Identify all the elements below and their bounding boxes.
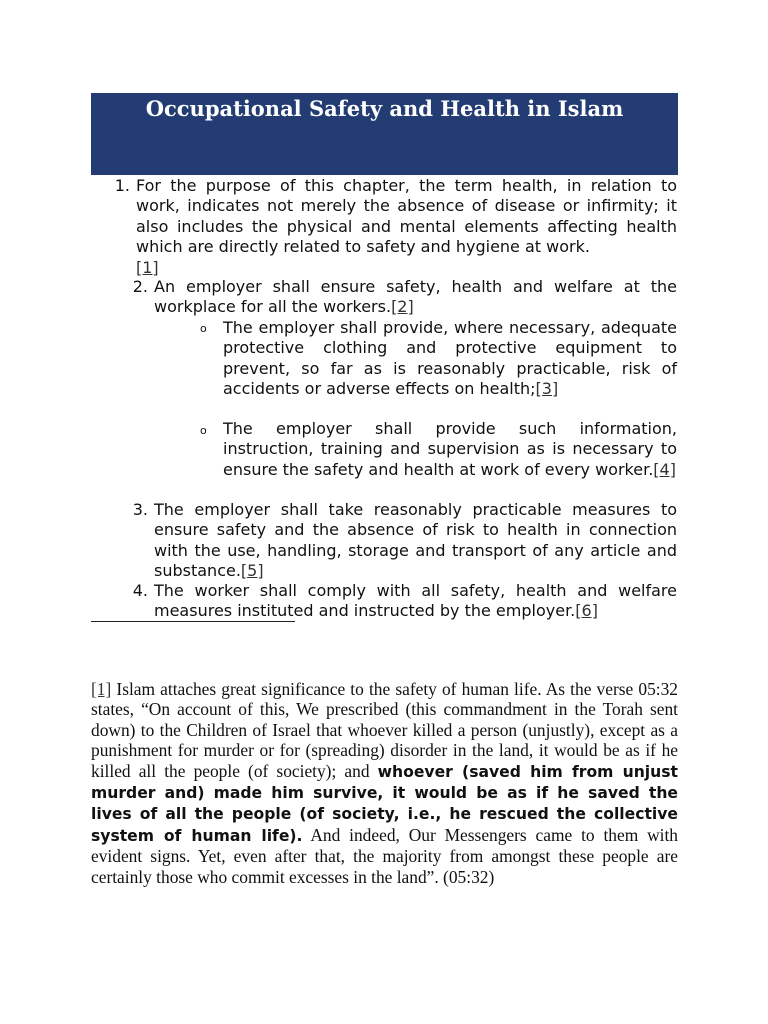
footnote-1 [91,679,678,887]
list-number: 2. [132,277,148,296]
footnote-ref-1[interactable]: [1] [136,257,159,277]
sub-item-text: The employer shall provide, where necessary, adequate protective clothing and protective equipment to prevent, so far as is reasonably practicable, risk of accidents or adverse effects on health; [223,318,677,399]
footnote-text-end: And indeed, Our Messengers came to them with evident signs. Yet, even after that, the majority from amongst these people are certainly those who commit excesses in the land”. (05:32) [91,824,678,887]
page-title: Occupational Safety and Health in Islam [145,96,624,121]
sub-item-1 [223,318,677,400]
footnote-bold-text: whoever (saved him from unjust murder and) made him survive, it would be as if he saved the lives of all the people (of society, i.e., he rescued the collective system of human life). [91,762,678,845]
list-item-text [136,176,677,278]
footnote-backref-1[interactable]: [1] [91,679,112,699]
footnote-ref-6[interactable]: [6] [575,601,598,621]
list-item-text [154,500,677,582]
list-number: 4. [132,581,148,600]
list-number: 1. [114,176,130,195]
item-text: For the purpose of this chapter, the term health, in relation to work, indicates not merely the absence of disease or infirmity; it also includes the physical and mental elements affecting health which are directly related to safety and hygiene at work. [136,176,677,257]
footnote-text: Islam attaches great significance to the safety of human life. As the verse 05:32 states, “On account of this, We prescribed (this commandment in the Torah sent down) to the Children of Israel that whoever killed a person (unjustly), except as a punishment for murder or for (spreading) disorder in the land, it would be as if he killed all the people (of society); and [91,679,678,781]
list-item-text [154,581,677,622]
footnote-separator [91,621,295,622]
footnote-ref-2[interactable]: [2] [391,297,414,317]
footnote-ref-5[interactable]: [5] [240,561,264,581]
item-text: The worker shall comply with all safety, health and welfare measures instituted and instructed by the employer. [154,581,677,621]
list-number: 3. [132,500,148,519]
sub-item-text: The employer shall provide such information, instruction, training and supervision as is necessary to ensure the safety and health at work of every worker. [223,419,677,479]
bullet-icon: o [200,424,207,437]
list-item-text [154,277,677,318]
title-banner [91,93,678,175]
item-text: The employer shall take reasonably practicable measures to ensure safety and the absence of risk to health in connection with the use, handling, storage and transport of any article and substance. [154,500,677,581]
footnote-ref-4[interactable]: [4] [653,459,676,479]
bullet-icon: o [200,322,207,335]
sub-item-2 [223,419,677,480]
footnote-ref-3[interactable]: [3] [535,379,559,399]
item-text: An employer shall ensure safety, health and welfare at the workplace for all the workers. [154,277,677,317]
